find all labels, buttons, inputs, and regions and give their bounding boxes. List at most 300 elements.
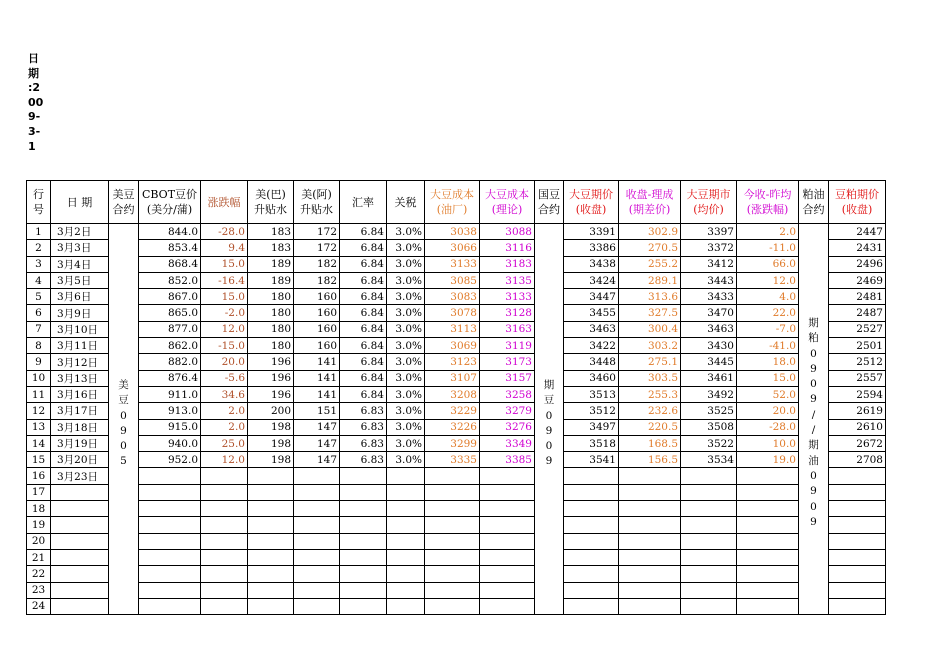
cell-ar: 141 bbox=[294, 386, 340, 402]
cell-tax bbox=[387, 468, 425, 484]
contract-cn bbox=[535, 224, 564, 615]
cell-ar: 172 bbox=[294, 224, 340, 240]
cell-chg: 12.0 bbox=[201, 452, 248, 468]
cell-chg2 bbox=[737, 549, 799, 565]
cell-n: 6 bbox=[27, 305, 51, 321]
cell-diff: 313.6 bbox=[619, 289, 681, 305]
cell-avg: 3525 bbox=[681, 403, 737, 419]
cell-diff: 289.1 bbox=[619, 272, 681, 288]
cell-cost-theory: 3128 bbox=[480, 305, 535, 321]
cell-fut: 3448 bbox=[564, 354, 619, 370]
column-header: 粕油 合约 bbox=[799, 181, 829, 224]
cell-cost-theory: 3385 bbox=[480, 452, 535, 468]
column-header: 行 号 bbox=[27, 181, 51, 224]
cell-cost-theory bbox=[480, 501, 535, 517]
cell-fx bbox=[340, 598, 387, 614]
contract-meal-char: 0 bbox=[810, 378, 817, 391]
cell-cost-theory: 3183 bbox=[480, 256, 535, 272]
cell-cost-mill bbox=[425, 517, 480, 533]
cell-fut: 3386 bbox=[564, 240, 619, 256]
cell-meal: 2557 bbox=[829, 370, 886, 386]
cell-diff: 255.2 bbox=[619, 256, 681, 272]
cell-chg2: -7.0 bbox=[737, 321, 799, 337]
cell-tax: 3.0% bbox=[387, 256, 425, 272]
date-label-char: :2 bbox=[28, 81, 41, 95]
contract-cn-char: 9 bbox=[545, 455, 553, 468]
cell-ar: 160 bbox=[294, 338, 340, 354]
cell-tax bbox=[387, 501, 425, 517]
cell-meal bbox=[829, 484, 886, 500]
cell-cbot bbox=[139, 484, 201, 500]
contract-us bbox=[109, 224, 139, 615]
contract-us-char: 0 bbox=[120, 440, 127, 453]
date-label-char: 9- bbox=[28, 110, 41, 124]
cell-cost-mill: 3335 bbox=[425, 452, 480, 468]
cell-fx: 6.84 bbox=[340, 256, 387, 272]
cell-ar bbox=[294, 517, 340, 533]
cell-avg bbox=[681, 517, 737, 533]
cell-tax: 3.0% bbox=[387, 305, 425, 321]
column-header: 大豆成本 (油厂) bbox=[425, 181, 480, 224]
cell-fut: 3455 bbox=[564, 305, 619, 321]
cell-avg: 3461 bbox=[681, 370, 737, 386]
cell-tax bbox=[387, 582, 425, 598]
cell-meal bbox=[829, 468, 886, 484]
cell-meal: 2487 bbox=[829, 305, 886, 321]
cell-date: 3月2日 bbox=[51, 224, 109, 240]
cell-chg bbox=[201, 533, 248, 549]
cell-cbot bbox=[139, 468, 201, 484]
table-row bbox=[27, 224, 886, 240]
cell-fx: 6.84 bbox=[340, 354, 387, 370]
contract-us-char: 9 bbox=[120, 424, 127, 437]
cell-cost-theory: 3157 bbox=[480, 370, 535, 386]
contract-meal-char: 期 bbox=[808, 317, 819, 329]
cell-cbot: 915.0 bbox=[139, 419, 201, 435]
cell-date: 3月13日 bbox=[51, 370, 109, 386]
cell-chg: -28.0 bbox=[201, 224, 248, 240]
cell-cost-mill: 3133 bbox=[425, 256, 480, 272]
cell-n: 5 bbox=[27, 289, 51, 305]
cell-cost-theory bbox=[480, 566, 535, 582]
cell-ba: 183 bbox=[248, 224, 294, 240]
cell-tax: 3.0% bbox=[387, 272, 425, 288]
cell-avg: 3470 bbox=[681, 305, 737, 321]
cell-cost-mill bbox=[425, 468, 480, 484]
cell-fx: 6.84 bbox=[340, 272, 387, 288]
cell-chg2: 10.0 bbox=[737, 435, 799, 451]
cell-fut bbox=[564, 517, 619, 533]
cell-fut: 3447 bbox=[564, 289, 619, 305]
cell-avg: 3508 bbox=[681, 419, 737, 435]
cell-cost-mill: 3085 bbox=[425, 272, 480, 288]
cell-date bbox=[51, 484, 109, 500]
cell-cost-theory: 3349 bbox=[480, 435, 535, 451]
cell-meal bbox=[829, 549, 886, 565]
cell-cbot bbox=[139, 582, 201, 598]
cell-fut: 3463 bbox=[564, 321, 619, 337]
cell-fut: 3513 bbox=[564, 386, 619, 402]
cell-avg: 3534 bbox=[681, 452, 737, 468]
cell-chg2: -11.0 bbox=[737, 240, 799, 256]
column-header: 日 期 bbox=[51, 181, 109, 224]
cell-n: 21 bbox=[27, 549, 51, 565]
cell-fx: 6.84 bbox=[340, 240, 387, 256]
cell-fut: 3422 bbox=[564, 338, 619, 354]
contract-meal-char: 0 bbox=[810, 500, 817, 513]
column-header: 收盘-理成 (期差价) bbox=[619, 181, 681, 224]
column-header: 汇率 bbox=[340, 181, 387, 224]
column-header: CBOT豆价 (美分/蒲) bbox=[139, 181, 201, 224]
cell-ba bbox=[248, 468, 294, 484]
table-row bbox=[27, 272, 886, 288]
cell-ba: 180 bbox=[248, 338, 294, 354]
cell-fut: 3424 bbox=[564, 272, 619, 288]
cell-fx bbox=[340, 582, 387, 598]
cell-diff: 156.5 bbox=[619, 452, 681, 468]
cell-chg2 bbox=[737, 501, 799, 517]
cell-tax bbox=[387, 549, 425, 565]
cell-date: 3月5日 bbox=[51, 272, 109, 288]
table-row bbox=[27, 533, 886, 549]
cell-fut: 3497 bbox=[564, 419, 619, 435]
cell-chg2: 12.0 bbox=[737, 272, 799, 288]
cell-chg bbox=[201, 582, 248, 598]
table-row bbox=[27, 240, 886, 256]
cell-n: 15 bbox=[27, 452, 51, 468]
contract-meal-char: / bbox=[811, 408, 816, 421]
cell-ba: 198 bbox=[248, 452, 294, 468]
cell-avg: 3412 bbox=[681, 256, 737, 272]
cell-meal: 2672 bbox=[829, 435, 886, 451]
contract-meal-char: 9 bbox=[810, 393, 817, 406]
cell-fx: 6.84 bbox=[340, 224, 387, 240]
contract-meal-char: 期 bbox=[808, 439, 819, 452]
cell-ar bbox=[294, 484, 340, 500]
cell-ba: 196 bbox=[248, 354, 294, 370]
cell-meal: 2431 bbox=[829, 240, 886, 256]
cell-ar bbox=[294, 533, 340, 549]
cell-cost-mill bbox=[425, 598, 480, 614]
cell-cbot: 876.4 bbox=[139, 370, 201, 386]
cell-ba: 200 bbox=[248, 403, 294, 419]
cell-fx: 6.84 bbox=[340, 289, 387, 305]
cell-n: 14 bbox=[27, 435, 51, 451]
cell-cost-theory: 3116 bbox=[480, 240, 535, 256]
cell-meal: 2481 bbox=[829, 289, 886, 305]
cell-date bbox=[51, 501, 109, 517]
contract-us-char: 0 bbox=[120, 409, 127, 422]
cell-ar: 160 bbox=[294, 321, 340, 337]
date-label-char: 3- bbox=[28, 124, 41, 138]
cell-cbot bbox=[139, 598, 201, 614]
cell-date: 3月17日 bbox=[51, 403, 109, 419]
cell-fx: 6.83 bbox=[340, 452, 387, 468]
cell-diff: 168.5 bbox=[619, 435, 681, 451]
cell-meal bbox=[829, 533, 886, 549]
cell-n: 12 bbox=[27, 403, 51, 419]
cell-meal bbox=[829, 501, 886, 517]
contract-us-char: 5 bbox=[120, 455, 127, 468]
column-header: 今收-昨均 (涨跌幅) bbox=[737, 181, 799, 224]
cell-tax bbox=[387, 566, 425, 582]
cell-avg bbox=[681, 566, 737, 582]
cell-ar: 182 bbox=[294, 272, 340, 288]
table-row bbox=[27, 256, 886, 272]
cell-fx: 6.83 bbox=[340, 419, 387, 435]
table-row bbox=[27, 598, 886, 614]
cell-n: 17 bbox=[27, 484, 51, 500]
date-label-char: 期 bbox=[28, 66, 39, 80]
cell-diff: 303.2 bbox=[619, 338, 681, 354]
cell-chg bbox=[201, 484, 248, 500]
cell-cost-mill: 3107 bbox=[425, 370, 480, 386]
table-row bbox=[27, 370, 886, 386]
contract-meal-char: 9 bbox=[810, 485, 817, 498]
cell-diff bbox=[619, 566, 681, 582]
cell-ba: 180 bbox=[248, 289, 294, 305]
cell-cost-theory bbox=[480, 598, 535, 614]
contract-cn-char: 期 bbox=[543, 379, 555, 391]
table-row bbox=[27, 501, 886, 517]
contract-us-char: 豆 bbox=[118, 394, 129, 407]
cell-ba: 180 bbox=[248, 321, 294, 337]
cell-chg2 bbox=[737, 566, 799, 582]
cell-date: 3月12日 bbox=[51, 354, 109, 370]
cell-meal bbox=[829, 517, 886, 533]
cell-meal: 2496 bbox=[829, 256, 886, 272]
cell-ba: 196 bbox=[248, 370, 294, 386]
cell-diff: 255.3 bbox=[619, 386, 681, 402]
cell-meal bbox=[829, 598, 886, 614]
cell-ba bbox=[248, 566, 294, 582]
cell-fut: 3391 bbox=[564, 224, 619, 240]
cell-chg2 bbox=[737, 533, 799, 549]
cell-cbot: 913.0 bbox=[139, 403, 201, 419]
cell-ba: 196 bbox=[248, 386, 294, 402]
column-header: 涨跌幅 bbox=[201, 181, 248, 224]
column-header: 大豆成本 (理论) bbox=[480, 181, 535, 224]
cell-diff: 220.5 bbox=[619, 419, 681, 435]
cell-cost-mill bbox=[425, 549, 480, 565]
cell-chg bbox=[201, 598, 248, 614]
cell-ar: 182 bbox=[294, 256, 340, 272]
cell-cbot bbox=[139, 533, 201, 549]
table-row bbox=[27, 386, 886, 402]
table-row bbox=[27, 566, 886, 582]
cell-ar bbox=[294, 566, 340, 582]
cell-date: 3月18日 bbox=[51, 419, 109, 435]
cell-cbot: 940.0 bbox=[139, 435, 201, 451]
cell-cbot: 882.0 bbox=[139, 354, 201, 370]
cell-n: 4 bbox=[27, 272, 51, 288]
cell-meal: 2447 bbox=[829, 224, 886, 240]
cell-diff: 302.9 bbox=[619, 224, 681, 240]
cell-tax: 3.0% bbox=[387, 419, 425, 435]
cell-fut: 3518 bbox=[564, 435, 619, 451]
cell-chg2: 22.0 bbox=[737, 305, 799, 321]
cell-chg bbox=[201, 468, 248, 484]
cell-fx: 6.84 bbox=[340, 338, 387, 354]
cell-ba: 198 bbox=[248, 435, 294, 451]
cell-diff: 300.4 bbox=[619, 321, 681, 337]
cell-fx bbox=[340, 533, 387, 549]
cell-cost-mill bbox=[425, 533, 480, 549]
cell-n: 8 bbox=[27, 338, 51, 354]
cell-chg: 15.0 bbox=[201, 256, 248, 272]
date-label bbox=[28, 52, 48, 154]
cell-cost-mill: 3208 bbox=[425, 386, 480, 402]
column-header: 关税 bbox=[387, 181, 425, 224]
contract-meal-char: 油 bbox=[808, 454, 819, 467]
cell-fx: 6.84 bbox=[340, 386, 387, 402]
cell-date: 3月9日 bbox=[51, 305, 109, 321]
cell-cost-theory: 3163 bbox=[480, 321, 535, 337]
cell-cbot: 867.0 bbox=[139, 289, 201, 305]
cell-fx bbox=[340, 566, 387, 582]
cell-date: 3月11日 bbox=[51, 338, 109, 354]
cell-avg bbox=[681, 582, 737, 598]
cell-cost-mill: 3038 bbox=[425, 224, 480, 240]
cell-meal: 2610 bbox=[829, 419, 886, 435]
cell-meal: 2594 bbox=[829, 386, 886, 402]
cell-fut bbox=[564, 484, 619, 500]
cell-tax: 3.0% bbox=[387, 224, 425, 240]
cell-avg: 3372 bbox=[681, 240, 737, 256]
cell-tax bbox=[387, 484, 425, 500]
cell-ar: 151 bbox=[294, 403, 340, 419]
cell-chg: -5.6 bbox=[201, 370, 248, 386]
cell-chg bbox=[201, 501, 248, 517]
cell-tax: 3.0% bbox=[387, 354, 425, 370]
cell-chg2 bbox=[737, 484, 799, 500]
contract-meal-char: 粕 bbox=[808, 332, 819, 345]
cell-avg bbox=[681, 549, 737, 565]
cell-cbot bbox=[139, 517, 201, 533]
table-row bbox=[27, 549, 886, 565]
table-row bbox=[27, 305, 886, 321]
cell-fx: 6.84 bbox=[340, 370, 387, 386]
cell-n: 11 bbox=[27, 386, 51, 402]
cell-cbot: 862.0 bbox=[139, 338, 201, 354]
cell-chg: 2.0 bbox=[201, 403, 248, 419]
cell-cost-theory bbox=[480, 533, 535, 549]
cell-chg2: 19.0 bbox=[737, 452, 799, 468]
cell-cost-mill bbox=[425, 566, 480, 582]
cell-fx: 6.84 bbox=[340, 305, 387, 321]
cell-chg: -16.4 bbox=[201, 272, 248, 288]
table-row bbox=[27, 435, 886, 451]
cell-diff bbox=[619, 598, 681, 614]
cell-chg bbox=[201, 549, 248, 565]
cell-fut bbox=[564, 582, 619, 598]
cell-tax: 3.0% bbox=[387, 370, 425, 386]
cell-fut bbox=[564, 598, 619, 614]
cell-chg2 bbox=[737, 517, 799, 533]
cell-tax: 3.0% bbox=[387, 435, 425, 451]
cell-chg: 2.0 bbox=[201, 419, 248, 435]
cell-meal: 2708 bbox=[829, 452, 886, 468]
cell-avg bbox=[681, 598, 737, 614]
cell-chg: 12.0 bbox=[201, 321, 248, 337]
cell-chg2: 4.0 bbox=[737, 289, 799, 305]
cell-n: 7 bbox=[27, 321, 51, 337]
contract-meal-char: 0 bbox=[810, 469, 817, 482]
cell-fut bbox=[564, 468, 619, 484]
cell-date: 3月23日 bbox=[51, 468, 109, 484]
cell-ar: 172 bbox=[294, 240, 340, 256]
cell-cbot: 877.0 bbox=[139, 321, 201, 337]
cell-ar: 147 bbox=[294, 435, 340, 451]
cell-n: 2 bbox=[27, 240, 51, 256]
cell-diff bbox=[619, 533, 681, 549]
cell-fut bbox=[564, 549, 619, 565]
cell-ar: 141 bbox=[294, 370, 340, 386]
cell-chg2 bbox=[737, 468, 799, 484]
cell-meal: 2501 bbox=[829, 338, 886, 354]
header-row bbox=[27, 181, 886, 224]
cell-fx bbox=[340, 501, 387, 517]
table-row bbox=[27, 354, 886, 370]
cell-cost-mill: 3123 bbox=[425, 354, 480, 370]
contract-cn-char: 9 bbox=[545, 424, 553, 437]
cell-date: 3月19日 bbox=[51, 435, 109, 451]
cell-cost-theory: 3119 bbox=[480, 338, 535, 354]
contract-cn-char: 0 bbox=[545, 409, 553, 422]
cell-ar bbox=[294, 549, 340, 565]
cell-chg: 34.6 bbox=[201, 386, 248, 402]
cell-n: 13 bbox=[27, 419, 51, 435]
cell-avg bbox=[681, 484, 737, 500]
cell-ba bbox=[248, 582, 294, 598]
column-header: 豆粕期价 (收盘) bbox=[829, 181, 886, 224]
cell-ar: 160 bbox=[294, 289, 340, 305]
cell-tax: 3.0% bbox=[387, 338, 425, 354]
cell-cost-theory bbox=[480, 468, 535, 484]
cell-ba bbox=[248, 501, 294, 517]
cell-meal bbox=[829, 566, 886, 582]
cell-diff: 275.1 bbox=[619, 354, 681, 370]
cell-cbot: 844.0 bbox=[139, 224, 201, 240]
cell-cost-theory bbox=[480, 582, 535, 598]
cell-ba: 189 bbox=[248, 256, 294, 272]
cell-n: 16 bbox=[27, 468, 51, 484]
cell-cost-mill: 3069 bbox=[425, 338, 480, 354]
price-table bbox=[26, 180, 886, 615]
cell-diff bbox=[619, 549, 681, 565]
column-header: 国豆 合约 bbox=[535, 181, 564, 224]
cell-fx bbox=[340, 517, 387, 533]
cell-diff bbox=[619, 582, 681, 598]
cell-chg2 bbox=[737, 598, 799, 614]
cell-date: 3月10日 bbox=[51, 321, 109, 337]
cell-ba: 180 bbox=[248, 305, 294, 321]
cell-fut: 3460 bbox=[564, 370, 619, 386]
cell-fx: 6.83 bbox=[340, 403, 387, 419]
cell-n: 22 bbox=[27, 566, 51, 582]
cell-cost-mill: 3113 bbox=[425, 321, 480, 337]
cell-cbot: 853.4 bbox=[139, 240, 201, 256]
cell-chg2 bbox=[737, 582, 799, 598]
cell-cost-mill: 3299 bbox=[425, 435, 480, 451]
cell-ar bbox=[294, 598, 340, 614]
cell-cost-theory: 3258 bbox=[480, 386, 535, 402]
cell-cost-mill: 3078 bbox=[425, 305, 480, 321]
cell-fut bbox=[564, 566, 619, 582]
date-label-char: 1 bbox=[28, 139, 36, 153]
cell-chg2: 2.0 bbox=[737, 224, 799, 240]
cell-avg: 3443 bbox=[681, 272, 737, 288]
